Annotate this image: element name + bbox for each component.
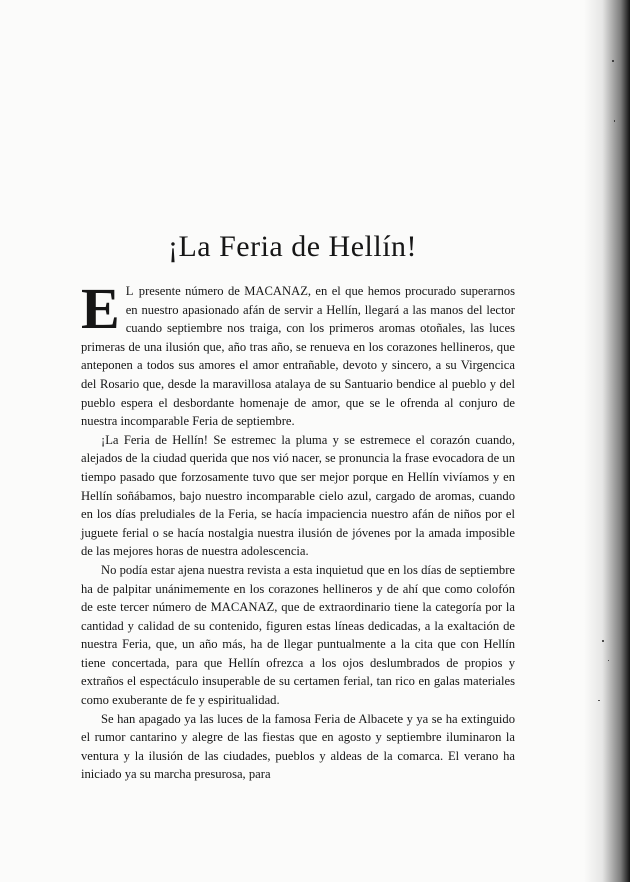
page-title: ¡La Feria de Hellín! bbox=[167, 230, 418, 264]
drop-cap: E bbox=[81, 276, 120, 341]
article-paragraph-3: No podía estar ajena nuestra revista a esta inquietud que en los días de septiembre ha de palpitar unánimemente en los corazones hellineros y de ahí que como colofón de este tercer número de MACANAZ, que de extraordinario tiene la categoría por la cantidad y calidad de su contenido, figuren estas líneas dedicadas, a la exaltación de nuestra Feria, que, un año más, ha de llegar puntualmente a la cita que con Hellín tiene concertada, para que Hellín ofrezca a los ojos deslumbrados de propios y extraños el espectáculo insuperable de su certamen ferial, tan rico en galas materiales como exuberante de fe y espiritualidad. bbox=[81, 562, 515, 708]
article-body bbox=[81, 276, 515, 784]
article-paragraph-2: ¡La Feria de Hellín! Se estremec la pluma y se estremece el corazón cuando, alejados de la ciudad querida que nos vió nacer, se pronuncia la frase evocadora de un tiempo pasado que forzosamente tuvo que ser mejor porque en Hellín vivíamos y en Hellín soñábamos, bajo nuestro incomparable cielo azul, cargado de aromas, cuando en los días preludiales de la Feria, se hacía impaciencia nuestro afán de niños por el juguete ferial o se hacía nostalgia nuestra ilusión de jóvenes por la amada imposible de las mejores horas de nuestra adolescencia. bbox=[81, 432, 515, 559]
page-edge-shadow bbox=[584, 0, 630, 882]
paragraph-text: presente número de MACANAZ, en el que hemos procurado superarnos en nuestro apasionado afán de servir a Hellín, llegará a las manos del lector cuando septiembre nos traiga, con los primeros aromas otoñales, las luces primeras de una ilusión que, año tras año, se renueva en los corazones hellineros, que anteponen a todos sus amores el amor entrañable, devoto y sincero, a su Virgencica del Rosario que, desde la maravillosa atalaya de su Santuario bendice al pueblo y del pueblo espera el desbordante homenaje de amor, que se le ofrenda al conjuro de nuestra incomparable Feria de septiembre. bbox=[81, 284, 515, 429]
article-paragraph-1 bbox=[81, 276, 515, 431]
lead-letter: L bbox=[125, 284, 135, 298]
article-paragraph-4: Se han apagado ya las luces de la famosa Feria de Albacete y ya se ha extinguido el rumor cantarino y alegre de las fiestas que en agosto y septiembre iluminaron la ventura y la ilusión de las ciudades, pueblos y aldeas de la comarca. El verano ha iniciado ya su marcha presurosa, para bbox=[81, 711, 515, 782]
